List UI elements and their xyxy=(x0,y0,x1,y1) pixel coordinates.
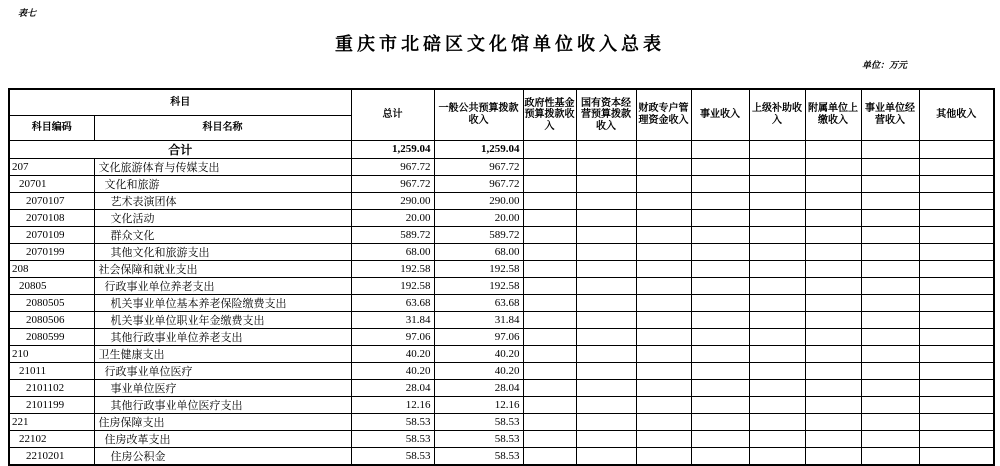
empty-value-cell xyxy=(749,396,805,413)
empty-value-cell xyxy=(805,345,861,362)
general-budget-cell: 40.20 xyxy=(434,362,523,379)
value-column-header-8: 事业单位经营收入 xyxy=(861,89,919,140)
value-column-header-7: 附属单位上缴收入 xyxy=(805,89,861,140)
subject-name-cell: 卫生健康支出 xyxy=(94,345,351,362)
table-row xyxy=(9,209,994,226)
empty-value-cell xyxy=(805,209,861,226)
subject-code-cell: 2101102 xyxy=(9,379,94,396)
empty-value-cell xyxy=(523,260,576,277)
total-cell: 63.68 xyxy=(351,294,434,311)
empty-value-cell xyxy=(805,158,861,175)
grand-total-empty-cell xyxy=(749,140,805,158)
empty-value-cell xyxy=(919,379,994,396)
empty-value-cell xyxy=(691,447,749,465)
empty-value-cell xyxy=(691,226,749,243)
empty-value-cell xyxy=(805,362,861,379)
empty-value-cell xyxy=(636,328,691,345)
table-row xyxy=(9,175,994,192)
total-cell: 31.84 xyxy=(351,311,434,328)
subject-code-header: 科目编码 xyxy=(9,115,94,140)
general-budget-cell: 192.58 xyxy=(434,260,523,277)
empty-value-cell xyxy=(805,430,861,447)
empty-value-cell xyxy=(523,294,576,311)
empty-value-cell xyxy=(576,277,636,294)
subject-header: 科目 xyxy=(9,89,351,115)
table-row xyxy=(9,294,994,311)
grand-total-empty-cell xyxy=(861,140,919,158)
empty-value-cell xyxy=(576,294,636,311)
value-column-header-5: 事业收入 xyxy=(691,89,749,140)
empty-value-cell xyxy=(636,430,691,447)
empty-value-cell xyxy=(691,396,749,413)
empty-value-cell xyxy=(749,192,805,209)
empty-value-cell xyxy=(636,294,691,311)
empty-value-cell xyxy=(861,396,919,413)
empty-value-cell xyxy=(919,175,994,192)
subject-code-cell: 2080505 xyxy=(9,294,94,311)
empty-value-cell xyxy=(691,311,749,328)
subject-code-cell: 2070108 xyxy=(9,209,94,226)
value-column-header-2: 政府性基金预算拨款收入 xyxy=(523,89,576,140)
table-row xyxy=(9,345,994,362)
total-cell: 589.72 xyxy=(351,226,434,243)
value-column-header-4: 财政专户管理资金收入 xyxy=(636,89,691,140)
empty-value-cell xyxy=(861,158,919,175)
empty-value-cell xyxy=(861,311,919,328)
value-column-header-9: 其他收入 xyxy=(919,89,994,140)
empty-value-cell xyxy=(805,379,861,396)
empty-value-cell xyxy=(749,277,805,294)
empty-value-cell xyxy=(861,209,919,226)
subject-name-cell: 其他行政事业单位养老支出 xyxy=(94,328,351,345)
subject-code-cell: 2070109 xyxy=(9,226,94,243)
empty-value-cell xyxy=(691,430,749,447)
empty-value-cell xyxy=(576,209,636,226)
subject-name-cell: 其他文化和旅游支出 xyxy=(94,243,351,260)
subject-code-cell: 22102 xyxy=(9,430,94,447)
subject-code-cell: 20701 xyxy=(9,175,94,192)
empty-value-cell xyxy=(919,430,994,447)
total-cell: 12.16 xyxy=(351,396,434,413)
page-title: 重庆市北碚区文化馆单位收入总表 xyxy=(335,34,665,54)
empty-value-cell xyxy=(919,226,994,243)
empty-value-cell xyxy=(861,243,919,260)
table-row xyxy=(9,328,994,345)
subject-code-cell: 2080599 xyxy=(9,328,94,345)
general-budget-cell: 20.00 xyxy=(434,209,523,226)
subject-name-cell: 住房改革支出 xyxy=(94,430,351,447)
table-row xyxy=(9,277,994,294)
empty-value-cell xyxy=(805,294,861,311)
subject-name-cell: 机关事业单位基本养老保险缴费支出 xyxy=(94,294,351,311)
empty-value-cell xyxy=(749,447,805,465)
grand-total-empty-cell xyxy=(636,140,691,158)
table-row xyxy=(9,430,994,447)
empty-value-cell xyxy=(636,396,691,413)
empty-value-cell xyxy=(576,175,636,192)
empty-value-cell xyxy=(636,226,691,243)
table-body xyxy=(9,140,994,465)
subject-code-cell: 2101199 xyxy=(9,396,94,413)
general-budget-cell: 63.68 xyxy=(434,294,523,311)
empty-value-cell xyxy=(691,209,749,226)
total-cell: 97.06 xyxy=(351,328,434,345)
general-budget-cell: 589.72 xyxy=(434,226,523,243)
general-budget-cell: 40.20 xyxy=(434,345,523,362)
total-cell: 192.58 xyxy=(351,260,434,277)
empty-value-cell xyxy=(749,294,805,311)
empty-value-cell xyxy=(919,277,994,294)
value-column-header-1: 一般公共预算拨款收入 xyxy=(434,89,523,140)
subject-code-cell: 2080506 xyxy=(9,311,94,328)
empty-value-cell xyxy=(919,396,994,413)
empty-value-cell xyxy=(805,413,861,430)
empty-value-cell xyxy=(576,379,636,396)
empty-value-cell xyxy=(523,311,576,328)
empty-value-cell xyxy=(576,413,636,430)
empty-value-cell xyxy=(636,158,691,175)
empty-value-cell xyxy=(861,175,919,192)
empty-value-cell xyxy=(636,362,691,379)
subject-name-cell: 机关事业单位职业年金缴费支出 xyxy=(94,311,351,328)
empty-value-cell xyxy=(691,413,749,430)
empty-value-cell xyxy=(636,260,691,277)
empty-value-cell xyxy=(749,175,805,192)
empty-value-cell xyxy=(523,175,576,192)
table-row xyxy=(9,311,994,328)
empty-value-cell xyxy=(691,345,749,362)
empty-value-cell xyxy=(919,362,994,379)
subject-name-header: 科目名称 xyxy=(94,115,351,140)
empty-value-cell xyxy=(749,226,805,243)
empty-value-cell xyxy=(805,260,861,277)
empty-value-cell xyxy=(919,413,994,430)
unit-note: 单位：万元 xyxy=(861,60,907,70)
empty-value-cell xyxy=(576,396,636,413)
empty-value-cell xyxy=(805,396,861,413)
empty-value-cell xyxy=(576,260,636,277)
empty-value-cell xyxy=(805,192,861,209)
subject-name-cell: 文化旅游体育与传媒支出 xyxy=(94,158,351,175)
empty-value-cell xyxy=(636,192,691,209)
empty-value-cell xyxy=(576,311,636,328)
empty-value-cell xyxy=(919,311,994,328)
empty-value-cell xyxy=(805,226,861,243)
grand-total-empty-cell xyxy=(523,140,576,158)
empty-value-cell xyxy=(749,430,805,447)
empty-value-cell xyxy=(576,328,636,345)
total-cell: 58.53 xyxy=(351,430,434,447)
empty-value-cell xyxy=(691,294,749,311)
empty-value-cell xyxy=(805,311,861,328)
empty-value-cell xyxy=(749,260,805,277)
header-row-1 xyxy=(9,89,994,115)
grand-total-empty-cell xyxy=(576,140,636,158)
empty-value-cell xyxy=(919,260,994,277)
income-table xyxy=(8,88,995,466)
empty-value-cell xyxy=(749,379,805,396)
subject-name-cell: 住房公积金 xyxy=(94,447,351,465)
subject-code-cell: 21011 xyxy=(9,362,94,379)
empty-value-cell xyxy=(861,192,919,209)
empty-value-cell xyxy=(691,192,749,209)
total-cell: 967.72 xyxy=(351,175,434,192)
grand-total-empty-cell xyxy=(805,140,861,158)
table-row xyxy=(9,226,994,243)
total-cell: 967.72 xyxy=(351,158,434,175)
empty-value-cell xyxy=(805,447,861,465)
empty-value-cell xyxy=(523,447,576,465)
empty-value-cell xyxy=(636,209,691,226)
empty-value-cell xyxy=(576,345,636,362)
grand-total-label: 合计 xyxy=(9,140,351,158)
subject-code-cell: 221 xyxy=(9,413,94,430)
subject-name-cell: 艺术表演团体 xyxy=(94,192,351,209)
empty-value-cell xyxy=(576,226,636,243)
table-row xyxy=(9,362,994,379)
empty-value-cell xyxy=(636,277,691,294)
empty-value-cell xyxy=(636,175,691,192)
grand-total-row xyxy=(9,140,994,158)
empty-value-cell xyxy=(576,447,636,465)
subject-code-cell: 210 xyxy=(9,345,94,362)
total-cell: 40.20 xyxy=(351,362,434,379)
table-row xyxy=(9,243,994,260)
empty-value-cell xyxy=(576,192,636,209)
empty-value-cell xyxy=(919,328,994,345)
empty-value-cell xyxy=(919,158,994,175)
subject-code-cell: 2070199 xyxy=(9,243,94,260)
empty-value-cell xyxy=(523,158,576,175)
grand-total-empty-cell xyxy=(691,140,749,158)
general-budget-cell: 290.00 xyxy=(434,192,523,209)
empty-value-cell xyxy=(576,243,636,260)
empty-value-cell xyxy=(523,328,576,345)
empty-value-cell xyxy=(749,328,805,345)
empty-value-cell xyxy=(523,430,576,447)
empty-value-cell xyxy=(749,243,805,260)
total-cell: 28.04 xyxy=(351,379,434,396)
empty-value-cell xyxy=(919,243,994,260)
empty-value-cell xyxy=(691,175,749,192)
total-cell: 58.53 xyxy=(351,447,434,465)
table-row xyxy=(9,192,994,209)
empty-value-cell xyxy=(523,209,576,226)
empty-value-cell xyxy=(861,447,919,465)
empty-value-cell xyxy=(749,413,805,430)
empty-value-cell xyxy=(636,311,691,328)
subject-code-cell: 2210201 xyxy=(9,447,94,465)
table-row xyxy=(9,413,994,430)
empty-value-cell xyxy=(749,362,805,379)
total-cell: 68.00 xyxy=(351,243,434,260)
subject-name-cell: 群众文化 xyxy=(94,226,351,243)
empty-value-cell xyxy=(861,362,919,379)
empty-value-cell xyxy=(919,447,994,465)
empty-value-cell xyxy=(523,226,576,243)
empty-value-cell xyxy=(861,260,919,277)
grand-total-general-budget-cell: 1,259.04 xyxy=(434,140,523,158)
total-cell: 192.58 xyxy=(351,277,434,294)
empty-value-cell xyxy=(805,328,861,345)
empty-value-cell xyxy=(861,345,919,362)
empty-value-cell xyxy=(523,362,576,379)
empty-value-cell xyxy=(636,243,691,260)
empty-value-cell xyxy=(636,345,691,362)
table-row xyxy=(9,447,994,465)
general-budget-cell: 192.58 xyxy=(434,277,523,294)
empty-value-cell xyxy=(576,430,636,447)
subject-name-cell: 住房保障支出 xyxy=(94,413,351,430)
table-row xyxy=(9,396,994,413)
subject-name-cell: 行政事业单位养老支出 xyxy=(94,277,351,294)
general-budget-cell: 967.72 xyxy=(434,175,523,192)
empty-value-cell xyxy=(861,294,919,311)
empty-value-cell xyxy=(805,277,861,294)
empty-value-cell xyxy=(523,243,576,260)
subject-code-cell: 2070107 xyxy=(9,192,94,209)
empty-value-cell xyxy=(861,413,919,430)
empty-value-cell xyxy=(861,430,919,447)
general-budget-cell: 58.53 xyxy=(434,413,523,430)
table-header xyxy=(9,89,994,140)
empty-value-cell xyxy=(523,396,576,413)
subject-code-cell: 20805 xyxy=(9,277,94,294)
general-budget-cell: 28.04 xyxy=(434,379,523,396)
empty-value-cell xyxy=(861,277,919,294)
grand-total-empty-cell xyxy=(919,140,994,158)
empty-value-cell xyxy=(919,345,994,362)
empty-value-cell xyxy=(861,328,919,345)
empty-value-cell xyxy=(749,345,805,362)
empty-value-cell xyxy=(636,413,691,430)
empty-value-cell xyxy=(523,192,576,209)
total-cell: 58.53 xyxy=(351,413,434,430)
subject-name-cell: 其他行政事业单位医疗支出 xyxy=(94,396,351,413)
general-budget-cell: 68.00 xyxy=(434,243,523,260)
subject-name-cell: 事业单位医疗 xyxy=(94,379,351,396)
total-cell: 290.00 xyxy=(351,192,434,209)
value-column-header-0: 总计 xyxy=(351,89,434,140)
empty-value-cell xyxy=(691,277,749,294)
empty-value-cell xyxy=(919,294,994,311)
empty-value-cell xyxy=(523,413,576,430)
table-row xyxy=(9,379,994,396)
empty-value-cell xyxy=(691,260,749,277)
value-column-header-3: 国有资本经营预算拨款收入 xyxy=(576,89,636,140)
empty-value-cell xyxy=(861,379,919,396)
table-row xyxy=(9,158,994,175)
empty-value-cell xyxy=(691,243,749,260)
general-budget-cell: 97.06 xyxy=(434,328,523,345)
general-budget-cell: 58.53 xyxy=(434,447,523,465)
empty-value-cell xyxy=(523,379,576,396)
subject-name-cell: 文化活动 xyxy=(94,209,351,226)
empty-value-cell xyxy=(749,158,805,175)
total-cell: 40.20 xyxy=(351,345,434,362)
subject-code-cell: 208 xyxy=(9,260,94,277)
general-budget-cell: 58.53 xyxy=(434,430,523,447)
empty-value-cell xyxy=(636,379,691,396)
subject-name-cell: 社会保障和就业支出 xyxy=(94,260,351,277)
empty-value-cell xyxy=(576,362,636,379)
total-cell: 20.00 xyxy=(351,209,434,226)
empty-value-cell xyxy=(749,311,805,328)
empty-value-cell xyxy=(523,277,576,294)
empty-value-cell xyxy=(861,226,919,243)
empty-value-cell xyxy=(919,192,994,209)
empty-value-cell xyxy=(691,362,749,379)
value-column-header-6: 上级补助收入 xyxy=(749,89,805,140)
empty-value-cell xyxy=(576,158,636,175)
subject-name-cell: 文化和旅游 xyxy=(94,175,351,192)
general-budget-cell: 12.16 xyxy=(434,396,523,413)
empty-value-cell xyxy=(805,175,861,192)
subject-name-cell: 行政事业单位医疗 xyxy=(94,362,351,379)
subject-code-cell: 207 xyxy=(9,158,94,175)
empty-value-cell xyxy=(691,158,749,175)
sheet-label: 表七 xyxy=(18,8,37,18)
empty-value-cell xyxy=(749,209,805,226)
grand-total-total-cell: 1,259.04 xyxy=(351,140,434,158)
table-row xyxy=(9,260,994,277)
empty-value-cell xyxy=(691,379,749,396)
empty-value-cell xyxy=(691,328,749,345)
empty-value-cell xyxy=(523,345,576,362)
empty-value-cell xyxy=(805,243,861,260)
empty-value-cell xyxy=(636,447,691,465)
general-budget-cell: 967.72 xyxy=(434,158,523,175)
general-budget-cell: 31.84 xyxy=(434,311,523,328)
empty-value-cell xyxy=(919,209,994,226)
